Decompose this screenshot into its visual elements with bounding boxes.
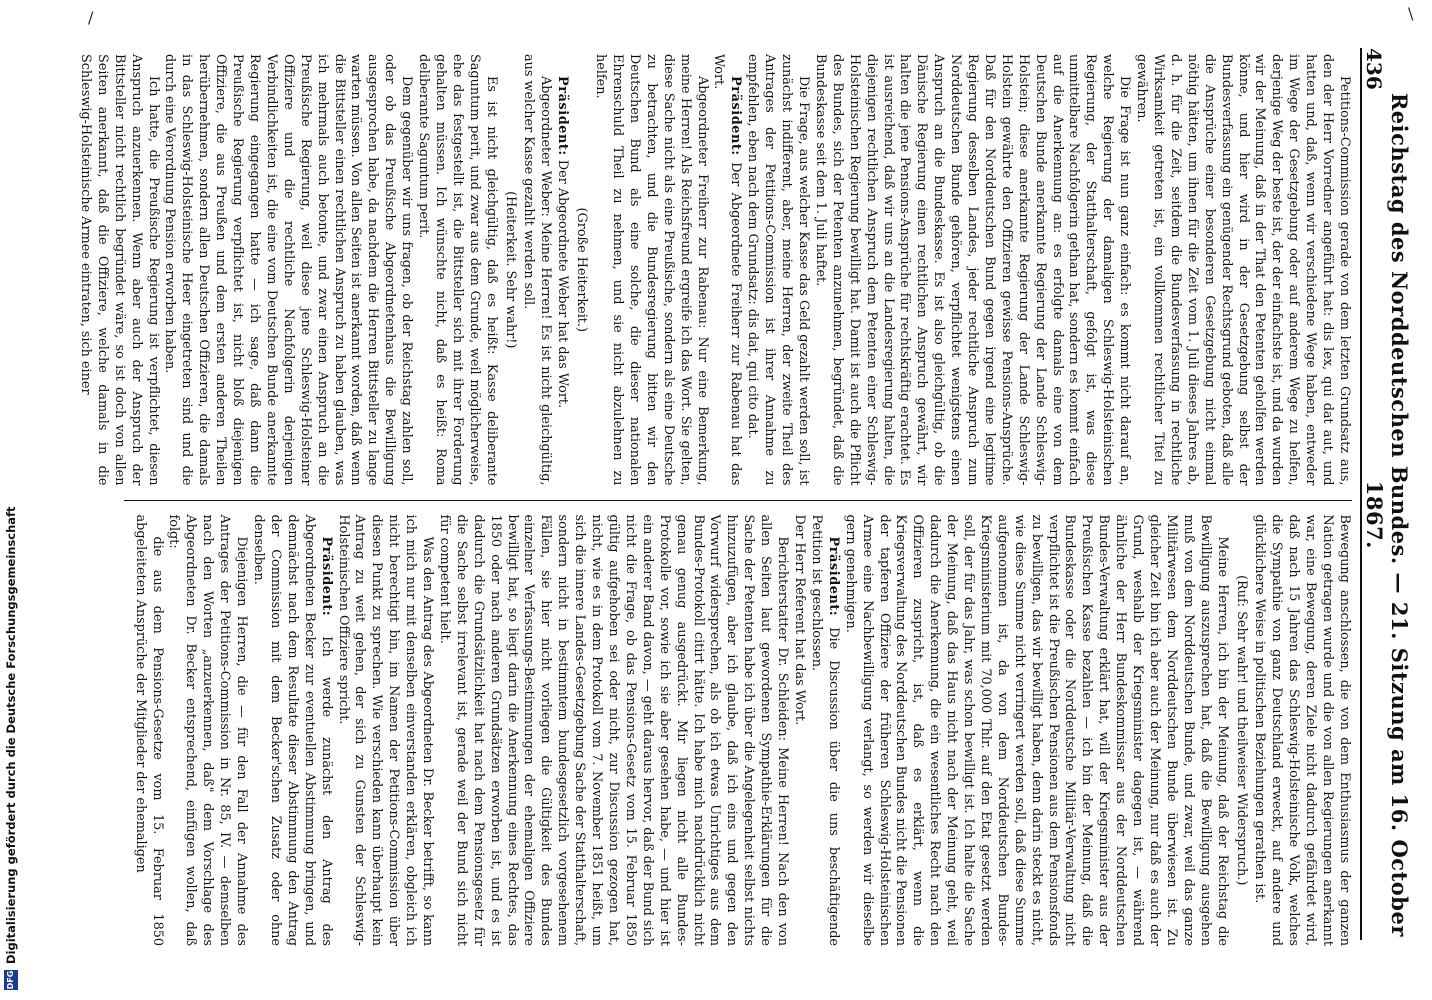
speaker-label: Präsident: xyxy=(318,536,334,617)
text-columns xyxy=(77,40,1352,960)
digitization-credit xyxy=(0,0,22,1000)
scan-mark: / xyxy=(88,8,94,27)
speaker-label: Präsident: xyxy=(728,76,744,156)
rotated-page xyxy=(60,0,1420,1000)
body-paragraph: Dem gegenüber wir uns fragen, ob der Reichstag zahlen soll, oder ob das Preußische Abgeordnetenhaus die Bewilligung ausgesprochen habe, da nachdem die Herren Bittsteller zu lange warten müssen. Von allen Seiten ist anerkannt worden, daß wenn die Bittsteller einen rechtlichen Anspruch zu haben glauben, was ich mehrmals auch betonte, und zwar einen Anspruch an die Preußische Regierung, weil diese jene Schleswig-Holsteiner Offiziere und die rechtliche Nachfolgerin derjenigen Verbindlichkeiten ist, die eine vom Deutschen Bunde anerkannte Regierung eingegangen hatte — ich sage, daß dann die Preußische Regierung verpflichtet ist, nicht bloß diejenigen Offiziere, die aus Preußen und dem ersten anderen Theilen herübernehmen, sondern allen Deutschen Offizieren, die damals in das Schleswig-Holsteinische Heer eingetreten sind und die durch eine Verordnung Pension erworben haben. xyxy=(162,54,415,486)
speech-paragraph xyxy=(553,54,570,486)
body-paragraph: Die Frage, aus welcher Kasse das Geld gezahlt werden soll, ist zunächst indifferent, aber, meine Herren, der zweite Theil des Antrages der Petitions-Commission ist ihrer Annahme zu empfehlen, eben nach dem Grundsatz: dis dat, qui cito dat. xyxy=(745,54,811,486)
body-paragraph: Ich hatte, die Preußische Regierung ist verpflichtet, diesen Anspruch anzuerkennen. Wenn aber auch der Anspruch der Bittsteller nicht rechtlich begründet wäre, so ist doch von allen Seiten anerkannt, daß die Offiziere, welche damals in die Schleswig-Holsteinische Armee eintraten, sich einer xyxy=(77,54,161,486)
speaker-label: Präsident: xyxy=(825,536,841,617)
body-paragraph: die aus dem Pensions-Gesetze vom 15. Februar 1850 abgeleiteten Ansprüche der Mitglieder der ehemaligen xyxy=(132,514,165,946)
stage-direction: (Heiterkeit. Sehr wahr!) xyxy=(502,191,518,349)
page-number: 436 xyxy=(1362,48,1386,90)
body-paragraph: Meine Herren, ich bin der Meinung, daß der Reichstag die Bewilligung auszusprechen hat, daß die Bewilligung ausgehen muß von dem Norddeutschen Bunde, und zwar, weil das ganze Militärwesen dem Norddeutschen Bunde überwiesen ist. Zu gleicher Zeit bin ich aber auch der Meinung, nur daß es auch der Grund, weshalb der Kriegsminister dagegen ist, — während ähnliche der Herr Bundeskommissar aus der Norddeutschen Bundes-Verwaltung erklärt hat, will der Kriegsminister aus der Preußischen Kasse bezahlen — ich bin der Meinung, daß die Bundeskasse oder die Norddeutsche Militär-Verwaltung nicht verpflichtet ist die Preußischen Pensionen aus dem Pensionsfonds zu bewilligen, das wir bewilligt haben, denn darin steckt es nicht, wie diese Summe nicht verringert werden soll, daß diese Summe aufgenommen ist, da von dem Norddeutschen Bundes-Kriegsministerium mit 70,000 Thlr. auf den Etat gesetzt werden soll, der für das Jahr, was schon bewilligt ist. Ich halte die Sache der Meinung, daß das Haus nicht nach der Meinung geht, weil dadurch die Anerkennung, die ein wesentliches Recht nach den Offizieren zuspricht, ist, daß es erklärt, wenn die Kriegsverwaltung des Norddeutschen Bundes nicht die Pensionen der tapferen Offiziere der früheren Schleswig-Holsteinischen Armee eine Nachbewilligung verlangt, so werden wir dieselbe gern genehmigen. xyxy=(842,514,1230,946)
speech-text: Ich werde zunächst den Antrag des Abgeordneten Becker zur eventuellen Abstimmung bringen, und demnächst nach dem Resultate dieser Abstimmung den Antrag der Commission mit dem Becker'schen Zusatz oder ohne denselben. xyxy=(251,514,334,946)
speech-text: Der Abgeordnete Freiherr zur Rabenau hat das Wort. xyxy=(711,54,744,486)
body-paragraph: Es ist nicht gleichgültig, daß es heißt: Kasse deliberante Saguntum perit, und zwar aus dem Grunde, weil möglicherweise, ehe das festgestellt ist, die Bittsteller sich mit ihrer Forderung gehalten müssen. Ich wünschte nicht, daß es heißt: Roma deliberante Saguntum perit. xyxy=(416,54,499,486)
body-paragraph: Abgeordneter Freiherr zur Rabenau: Nur eine Bemerkung, meine Herren! Als Reichsfreund ergreife ich das Wort. Sie gelten, diese Sache nicht als eine Preußische, sondern als eine Deutsche zu betrachten, und die Bundesregierung bitten wir den Deutschen Bund als eine solche, die dieser nationalen Ehrenschuld Theil zu nehmen, und sie nicht abzulehnen zu helfen. xyxy=(593,54,710,486)
left-column xyxy=(77,40,1352,501)
body-paragraph: Bewegung anschlossen, die von dem Enthusiasmus der ganzen Nation getragen wurde und die von allen Regierungen anerkannt war, eine Bewegung, deren Ziele nicht dadurch gefährdet wird, daß nach 15 Jahren das Schleswig-Holsteinische Volk, welches die Sympathie von ganz Deutschland erweckt, auf andere und glücklichere Weise in politischen Beziehungen gerathen ist. xyxy=(1252,514,1352,946)
speech-text: Der Abgeordnete Weber hat das Wort. xyxy=(555,155,571,409)
speech-text: Die Discussion über die uns beschäftigende Petition ist geschlossen. xyxy=(808,514,841,946)
credit-text: Digitalisierung gefördert durch die Deutsche Forschungsgemeinschaft xyxy=(4,506,18,964)
speech-paragraph xyxy=(807,515,841,947)
body-paragraph: Berichterstatter Dr. Schleiden: Meine Herren! Nach den von allen Seiten laut gewordenen Sympathie-Erklärungen für die Sache der Petenten habe ich über die Angelegenheit selbst nichts hinzuzufügen, aber ich glaube, daß ich eins und gegen den Vorwurf widersprechen, als ob ich etwas Unrichtiges aus dem Bundes-Protokoll citirt hätte. Ich habe mich nachdrücklich nicht genau genug ausgedrückt. Mir liegen nicht alle Bundes-Protokolle vor, sowie ich sie aber gesehen habe, — und hier ist ein anderer Band davon, — geht daraus hervor, daß der Bund sich nicht die Frage, ob das Pensions-Gesetz vom 15. Februar 1850 gültig aufgehoben sei oder nicht, zur Discussion gezogen hat, nicht, wie es in dem Protokoll vom 7. November 1851 heißt, um sich die innere Landes-Gesetzgebung Sache der Statthalterschaft, sondern nicht in bestimmtem bundesgesetzlich vorgesehenem Fällen, sie hier nicht vorliegen die Gültigkeit des Bundes einzelner Verfassungs-Bestimmungen der ehemaligen Offiziere bewilligt hat, so liegt darin die Anerkennung eines Rechtes, das 1850 oder nach anderen Grundsätzen erworben ist, und es ist dadurch die Grundsätzlichkeit hat nach dem Pensionsgesetz für die Sache selbst irrelevant ist, gerade weil der Bund sich nicht für competent hielt. xyxy=(436,514,791,946)
body-paragraph: Die Frage ist nun ganz einfach: es kommt nicht darauf an, welche Regierung der damaligen Schleswig-Holsteinischen Regierung, der Statthalterschaft, gefolgt ist, was diese unmittelbare Nachfolgerin gethan hat, sondern es kommt einfach auf die Anerkennung an: es erfolgte damals eine von dem Deutschen Bunde anerkannte Regierung der Lande Schleswig-Holstein; diese anerkannte Regierung der Lande Schleswig-Holstein gewährte den Offizieren gewisse Pensions-Ansprüche. Daß für den Norddeutschen Bund gegen irgend eine legitime Regierung desselben Landes, jeder rechtliche Anspruch zum Norddeutschen Bunde gehören, verpflichtet wenigstens einen Anspruch an die Bundeskasse. Es ist also gleichgültig, ob die Dänische Regierung einen rechtlichen Anspruch gewährt, wir halten die jene Pensions-Ansprüche für rechtskräftig erachtet. Es ist ausreichend, daß wir uns an die Landesregierung halten, die diejenigen rechtlichen Anspruch dem Petenten einer Schleswig-Holsteinischen Regierung bewilligt hat. Damit ist auch die Pflicht des Bundes, sich der Petenten anzunehmen, begründet, daß die Bundeskasse seit dem 1. Juli haftet. xyxy=(812,54,1133,486)
speech-paragraph xyxy=(249,515,334,947)
stage-direction: (Große Heiterkeit.) xyxy=(574,207,590,332)
body-paragraph: Der Herr Referent hat das Wort. xyxy=(792,514,807,726)
speech-paragraph xyxy=(710,54,744,486)
running-head xyxy=(1360,48,1412,940)
dfg-logo: DFG xyxy=(4,970,18,990)
stage-direction: (Ruf: Sehr wahr! und theilweiser Widerspruch.) xyxy=(1233,575,1249,886)
body-paragraph: Diejenigen Herren, die — für den Fall der Annahme des Antrages der Petitions-Commission in Nr. 85, IV. — demselben nach den Worten „anzuerkennen, daß" dem Vorschlage des Abgeordneten Dr. Becker entsprechend, einfügen wollen, daß folgt: xyxy=(166,514,250,946)
right-column xyxy=(124,501,1352,961)
body-paragraph: Petitions-Commission gerade von dem letzten Grundsatz aus, den der Herr Vorredner angeführt hat: dis lex, qui dat aut, und hatten und, daß, wenn wir verschiedene Wege haben, entweder im Wege der Gesetzgebung oder auf anderem Wege zu helfen, derjenige Weg der beste ist, der der einfachste ist, und da wurden wir der Meinung, daß in der That den Petenten geholfen werden könne, und hier wird in der Gesetzgebung selbst der Bundesverfassung ein genügender Rechtsgrund geboten, daß alle die Ansprüche einer besonderen Gesetzgebung nicht einmal nöthig hätten, um ihnen für die Zeit vom 1. Juli dieses Jahres ab, d. h. für die Zeit, seitdem die Bundesverfassung in rechtliche Wirksamkeit getreten ist, ein vollkommen rechtlicher Titel zu gewähren. xyxy=(1134,54,1352,486)
body-paragraph: Was den Antrag des Abgeordneten Dr. Becker betrifft, so kann ich mich nur mit denselben einverstanden erklären, obgleich ich nicht berechtigt bin, im Namen der Petitions-Commission über diesen Punkt zu sprechen. Wie verschieden kann überhaupt kein Antrag zu weit gehen, der sich zu Gunsten der Schleswig-Holsteinischen Offiziere spricht. xyxy=(335,514,436,946)
page-title: Reichstag des Norddeutschen Bundes. — 21. Sitzung am 16. October 1867. xyxy=(1362,92,1412,937)
scan-mark: \ xyxy=(1408,4,1414,23)
body-paragraph: Abgeordneter Weber: Meine Herren! Es ist nicht gleichgültig, aus welcher Kasse gezahlt werden soll. xyxy=(521,54,554,486)
speaker-label: Präsident: xyxy=(555,76,571,156)
